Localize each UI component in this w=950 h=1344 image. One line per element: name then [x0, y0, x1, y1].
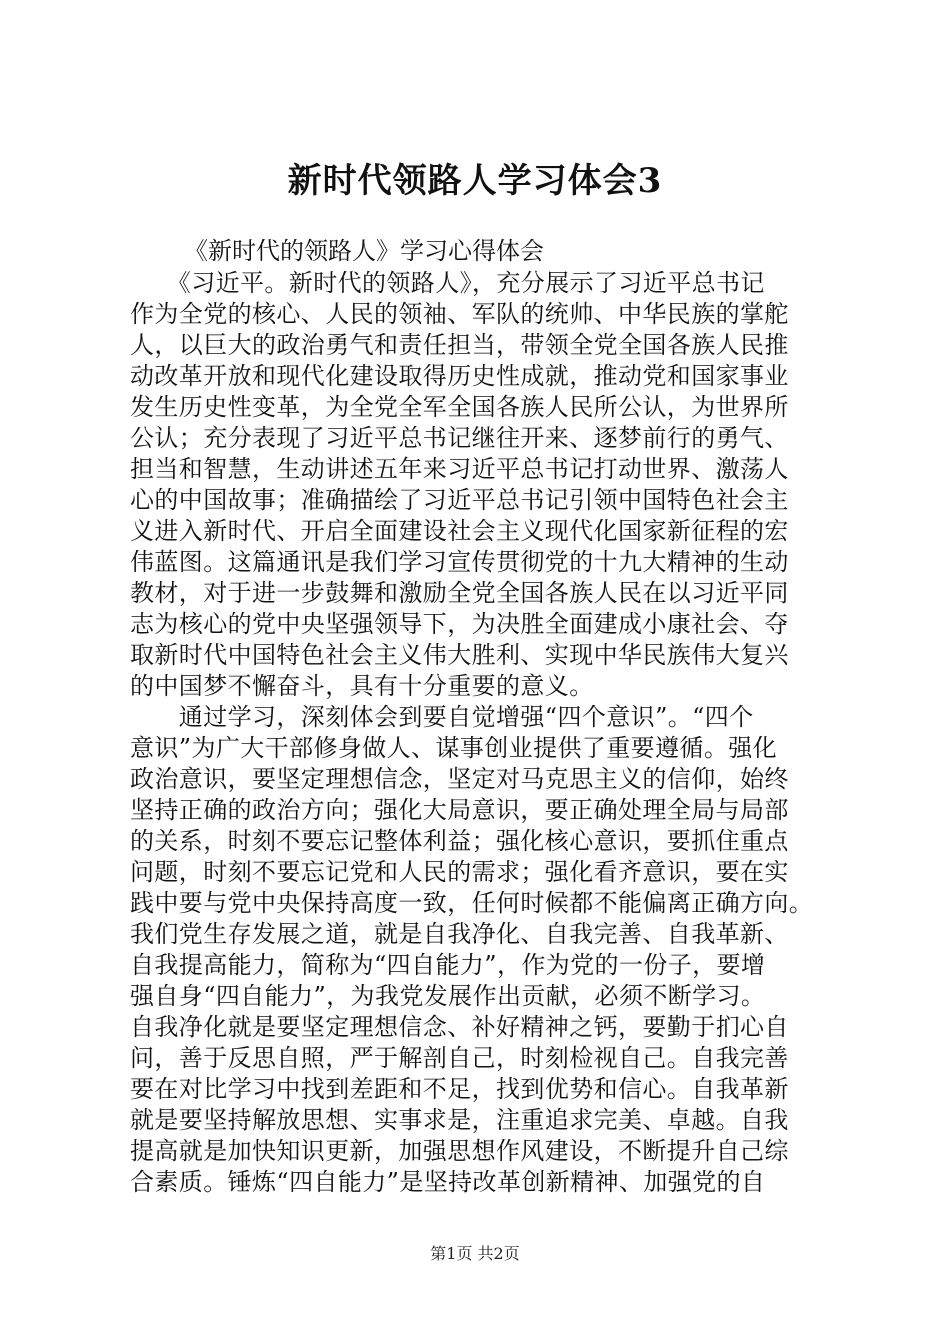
- body-line: 问，善于反思自照，严于解剖自己，时刻检视自己。自我完善: [130, 1044, 789, 1072]
- body-line: 就是要坚持解放思想、实事求是，注重追求完美、卓越。自我: [130, 1106, 789, 1134]
- body-line: 发生历史性变革，为全党全军全国各族人民所公认，为世界所: [130, 393, 789, 421]
- document-body: [130, 268, 850, 1198]
- body-line: 践中要与党中央保持高度一致，任何时候都不能偏离正确方向。: [130, 889, 814, 917]
- body-line: 志为核心的党中央坚强领导下，为决胜全面建成小康社会、夺: [130, 610, 789, 638]
- body-line: 担当和智慧，生动讲述五年来习近平总书记打动世界、激荡人: [130, 455, 789, 483]
- body-line: 作为全党的核心、人民的领袖、军队的统帅、中华民族的掌舵: [130, 300, 789, 328]
- body-line: 通过学习，深刻体会到要自觉增强“四个意识”。“四个: [130, 703, 754, 731]
- body-line: 我们党生存发展之道，就是自我净化、自我完善、自我革新、: [130, 920, 789, 948]
- body-line: 心的中国故事；准确描绘了习近平总书记引领中国特色社会主: [130, 486, 789, 514]
- body-line: 《习近平。新时代的领路人》，充分展示了习近平总书记: [130, 269, 765, 297]
- body-line: 意识”为广大干部修身做人、谋事创业提供了重要遵循。强化: [130, 734, 778, 762]
- body-line: 动改革开放和现代化建设取得历史性成就，推动党和国家事业: [130, 362, 789, 390]
- body-line: 自我净化就是要坚定理想信念、补好精神之钙，要勤于扪心自: [130, 1013, 789, 1041]
- body-line: 的关系，时刻不要忘记整体利益；强化核心意识，要抓住重点: [130, 827, 789, 855]
- body-line: 问题，时刻不要忘记党和人民的需求；强化看齐意识，要在实: [130, 858, 789, 886]
- body-line: 的中国梦不懈奋斗，具有十分重要的意义。: [130, 672, 594, 700]
- document-title: 新时代领路人学习体会3: [287, 161, 663, 201]
- page-footer: [0, 1242, 950, 1266]
- document-subtitle: 《新时代的领路人》学习心得体会: [184, 237, 544, 265]
- body-line: 要在对比学习中找到差距和不足，找到优势和信心。自我革新: [130, 1075, 789, 1103]
- body-line: 自我提高能力，简称为“四自能力”，作为党的一份子，要增: [130, 951, 766, 979]
- body-line: 公认；充分表现了习近平总书记继往开来、逐梦前行的勇气、: [130, 424, 789, 452]
- page-number: 第1页 共2页: [430, 1244, 520, 1263]
- body-line: 强自身“四自能力”，为我党发展作出贡献，必须不断学习。: [130, 982, 766, 1010]
- body-line: 人，以巨大的政治勇气和责任担当，带领全党全国各族人民推: [130, 331, 789, 359]
- body-line: 伟蓝图。这篇通讯是我们学习宣传贯彻党的十九大精神的生动: [130, 548, 789, 576]
- body-line: 政治意识，要坚定理想信念，坚定对马克思主义的信仰，始终: [130, 765, 789, 793]
- body-line: 坚持正确的政治方向；强化大局意识，要正确处理全局与局部: [130, 796, 789, 824]
- body-line: 合素质。锤炼“四自能力”是坚持改革创新精神、加强党的自: [130, 1168, 766, 1196]
- body-line: 取新时代中国特色社会主义伟大胜利、实现中华民族伟大复兴: [130, 641, 789, 669]
- body-line: 教材，对于进一步鼓舞和激励全党全国各族人民在以习近平同: [130, 579, 789, 607]
- body-line: 义进入新时代、开启全面建设社会主义现代化国家新征程的宏: [130, 517, 789, 545]
- body-line: 提高就是加快知识更新，加强思想作风建设，不断提升自己综: [130, 1137, 789, 1165]
